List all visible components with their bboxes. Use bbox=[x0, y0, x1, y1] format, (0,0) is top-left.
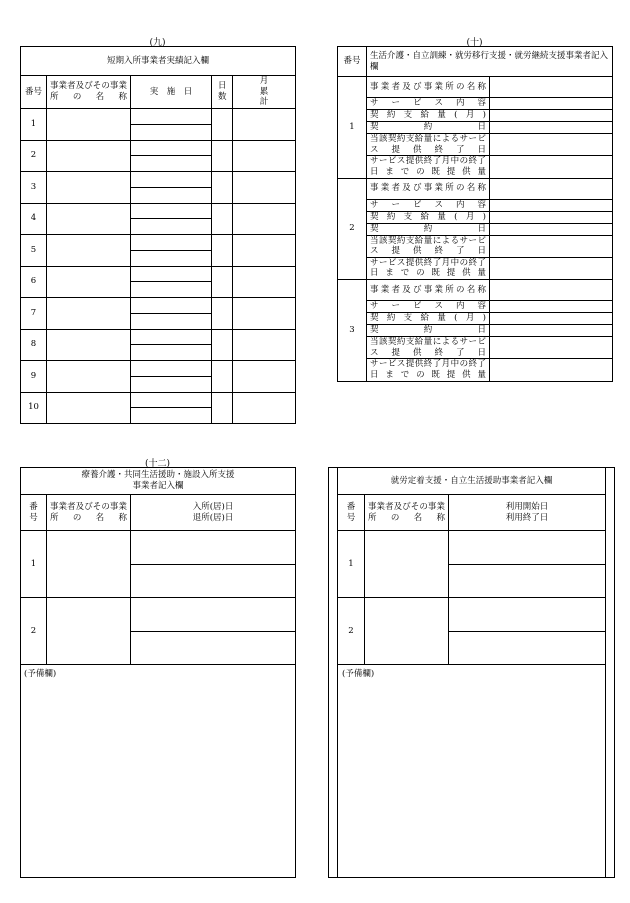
section9-col-no: 番号 bbox=[21, 76, 47, 109]
section10-field-label: 契約日 bbox=[367, 325, 490, 337]
section9-row-total bbox=[233, 266, 296, 298]
section9-label: (九) bbox=[149, 38, 166, 48]
section10-field-label: サービス内容 bbox=[367, 199, 490, 211]
section9-row-no: 9 bbox=[21, 361, 47, 393]
section13-left-margin bbox=[329, 468, 338, 665]
section9-table bbox=[20, 46, 296, 424]
section12-table bbox=[20, 467, 296, 665]
section9-row-name bbox=[47, 298, 131, 330]
section9-row bbox=[21, 266, 296, 298]
section13-col-date1: 利用開始日 bbox=[505, 501, 549, 512]
section10-field-value bbox=[490, 325, 613, 337]
section9-row-name bbox=[47, 140, 131, 172]
section12-row-dates bbox=[131, 598, 296, 665]
section13-note-right-line bbox=[605, 665, 606, 877]
section12-note-box bbox=[20, 665, 296, 878]
section10-field-label: 契約支給量(月) bbox=[367, 110, 490, 122]
section10-field-value bbox=[490, 134, 613, 156]
section10-field-value bbox=[490, 359, 613, 381]
section9-row-name bbox=[47, 172, 131, 204]
section9-row-days bbox=[212, 392, 233, 424]
section10-field-label: 事業者及び事業所の名称 bbox=[367, 77, 490, 98]
section10-field-value bbox=[490, 77, 613, 98]
section9-row-dates bbox=[131, 298, 212, 330]
section12-row-no: 1 bbox=[21, 531, 47, 598]
section13-note: (予備欄) bbox=[342, 669, 375, 679]
section9-row bbox=[21, 172, 296, 204]
section9-row-days bbox=[212, 298, 233, 330]
section9-row-total bbox=[233, 361, 296, 393]
section10-field-value bbox=[490, 178, 613, 199]
section10-field-label: 事業者及び事業所の名称 bbox=[367, 280, 490, 301]
section9-row-no: 3 bbox=[21, 172, 47, 204]
section9-col-name: 事業者及びその事業所の名称 bbox=[47, 76, 131, 109]
section10-field-value bbox=[490, 156, 613, 178]
section10-field-label: 契約支給量(月) bbox=[367, 211, 490, 223]
section12-row-name bbox=[47, 598, 131, 665]
section12-col-date2: 退所(居)日 bbox=[192, 512, 234, 523]
section13-title: 就労定着支援・自立生活援助事業者記入欄 bbox=[338, 468, 606, 495]
section13-note-box bbox=[328, 665, 615, 878]
section9-row-dates bbox=[131, 172, 212, 204]
section9-row-name bbox=[47, 203, 131, 235]
section12-row-dates bbox=[131, 531, 296, 598]
section9-row-days bbox=[212, 266, 233, 298]
section10-field-label: 当該契約支給量によるサービス提供終了日 bbox=[367, 337, 490, 359]
section13-table bbox=[328, 467, 615, 665]
section10-field-value bbox=[490, 223, 613, 235]
section12-note: (予備欄) bbox=[24, 669, 57, 679]
section9-row-no: 1 bbox=[21, 109, 47, 141]
section13-col-date2: 利用終了日 bbox=[505, 512, 549, 523]
section13-row-name bbox=[365, 531, 449, 598]
section13-col-name: 事業者及びその事業所の名称 bbox=[365, 495, 449, 531]
section10-field-label: 当該契約支給量によるサービス提供終了日 bbox=[367, 134, 490, 156]
section13-col-dates bbox=[449, 495, 606, 531]
section9-row-name bbox=[47, 361, 131, 393]
section13-right-margin bbox=[606, 468, 615, 665]
section9-row-name bbox=[47, 235, 131, 267]
section9-row-dates bbox=[131, 266, 212, 298]
section9-row bbox=[21, 392, 296, 424]
section9-row bbox=[21, 361, 296, 393]
section9-row-dates bbox=[131, 140, 212, 172]
section10-field-label: サービス提供終了月中の終了日までの既提供量 bbox=[367, 257, 490, 279]
section9-row-dates bbox=[131, 329, 212, 361]
section12-row-no: 2 bbox=[21, 598, 47, 665]
section9-row bbox=[21, 329, 296, 361]
section9-row bbox=[21, 203, 296, 235]
section13-row-no: 1 bbox=[338, 531, 365, 598]
section9-row bbox=[21, 298, 296, 330]
section10-field-value bbox=[490, 301, 613, 313]
section12-row-name bbox=[47, 531, 131, 598]
section13-row-name bbox=[365, 598, 449, 665]
section9-row-total bbox=[233, 172, 296, 204]
section9-title: 短期入所事業者実績記入欄 bbox=[21, 47, 296, 76]
section9-row-days bbox=[212, 329, 233, 361]
section12-col-dates bbox=[131, 495, 296, 531]
section9-row bbox=[21, 235, 296, 267]
section9-row-no: 6 bbox=[21, 266, 47, 298]
section10-field-label: サービス提供終了月中の終了日までの既提供量 bbox=[367, 359, 490, 381]
section13-note-left-line bbox=[337, 665, 338, 877]
section9-row-no: 8 bbox=[21, 329, 47, 361]
section10-col-no: 番号 bbox=[338, 47, 367, 77]
section9-row-name bbox=[47, 392, 131, 424]
section10-field-value bbox=[490, 199, 613, 211]
section9-row bbox=[21, 140, 296, 172]
section9-col-days: 日数 bbox=[212, 76, 233, 109]
section9-row-dates bbox=[131, 361, 212, 393]
section9-row-dates bbox=[131, 203, 212, 235]
section12-col-name: 事業者及びその事業所の名称 bbox=[47, 495, 131, 531]
section9-row-total bbox=[233, 298, 296, 330]
section9-col-total: 月累計 bbox=[233, 76, 296, 109]
section9-col-dates: 実 施 日 bbox=[131, 76, 212, 109]
section10-field-value bbox=[490, 98, 613, 110]
section13-row-no: 2 bbox=[338, 598, 365, 665]
section10-field-value bbox=[490, 257, 613, 279]
section10-field-label: 契約支給量(月) bbox=[367, 313, 490, 325]
section10-field-value bbox=[490, 110, 613, 122]
section10-field-label: 契約日 bbox=[367, 223, 490, 235]
section9-row-no: 10 bbox=[21, 392, 47, 424]
section13-col-no: 番号 bbox=[338, 495, 365, 531]
section9-row-total bbox=[233, 203, 296, 235]
section10-table bbox=[337, 46, 613, 382]
section10-field-value bbox=[490, 313, 613, 325]
section9-row-total bbox=[233, 392, 296, 424]
section12-col-date1: 入所(居)日 bbox=[192, 501, 234, 512]
section9-row-name bbox=[47, 329, 131, 361]
section10-label: (十) bbox=[466, 38, 483, 48]
section9-row-no: 4 bbox=[21, 203, 47, 235]
section12-title: 療養介護・共同生活援助・施設入所支援事業者記入欄 bbox=[21, 468, 296, 495]
section9-row-dates bbox=[131, 235, 212, 267]
section10-field-label: サービス内容 bbox=[367, 98, 490, 110]
section9-row-total bbox=[233, 235, 296, 267]
section9-row-dates bbox=[131, 392, 212, 424]
section9-row-no: 7 bbox=[21, 298, 47, 330]
section10-field-value bbox=[490, 280, 613, 301]
section10-field-value bbox=[490, 211, 613, 223]
section10-title: 生活介護・自立訓練・就労移行支援・就労継続支援事業者記入欄 bbox=[367, 47, 613, 77]
section9-row bbox=[21, 109, 296, 141]
section12-label: (十二) bbox=[144, 459, 171, 469]
section9-row-days bbox=[212, 109, 233, 141]
section9-row-days bbox=[212, 140, 233, 172]
section9-row-name bbox=[47, 266, 131, 298]
section10-field-value bbox=[490, 235, 613, 257]
section10-field-label: 事業者及び事業所の名称 bbox=[367, 178, 490, 199]
section10-field-value bbox=[490, 337, 613, 359]
section9-row-no: 5 bbox=[21, 235, 47, 267]
section10-group-no: 2 bbox=[338, 178, 367, 280]
section9-row-name bbox=[47, 109, 131, 141]
section10-field-label: 契約日 bbox=[367, 122, 490, 134]
section9-row-days bbox=[212, 203, 233, 235]
section9-row-days bbox=[212, 361, 233, 393]
section13-row-dates bbox=[449, 531, 606, 598]
section9-row-total bbox=[233, 329, 296, 361]
section12-col-no: 番号 bbox=[21, 495, 47, 531]
section10-group-no: 3 bbox=[338, 280, 367, 382]
section13-row-dates bbox=[449, 598, 606, 665]
section10-field-label: 当該契約支給量によるサービス提供終了日 bbox=[367, 235, 490, 257]
section9-row-total bbox=[233, 109, 296, 141]
section10-field-value bbox=[490, 122, 613, 134]
section9-row-no: 2 bbox=[21, 140, 47, 172]
section9-row-dates bbox=[131, 109, 212, 141]
section9-row-total bbox=[233, 140, 296, 172]
section10-field-label: サービス内容 bbox=[367, 301, 490, 313]
section9-row-days bbox=[212, 172, 233, 204]
section10-field-label: サービス提供終了月中の終了日までの既提供量 bbox=[367, 156, 490, 178]
section10-group-no: 1 bbox=[338, 77, 367, 179]
section9-row-days bbox=[212, 235, 233, 267]
